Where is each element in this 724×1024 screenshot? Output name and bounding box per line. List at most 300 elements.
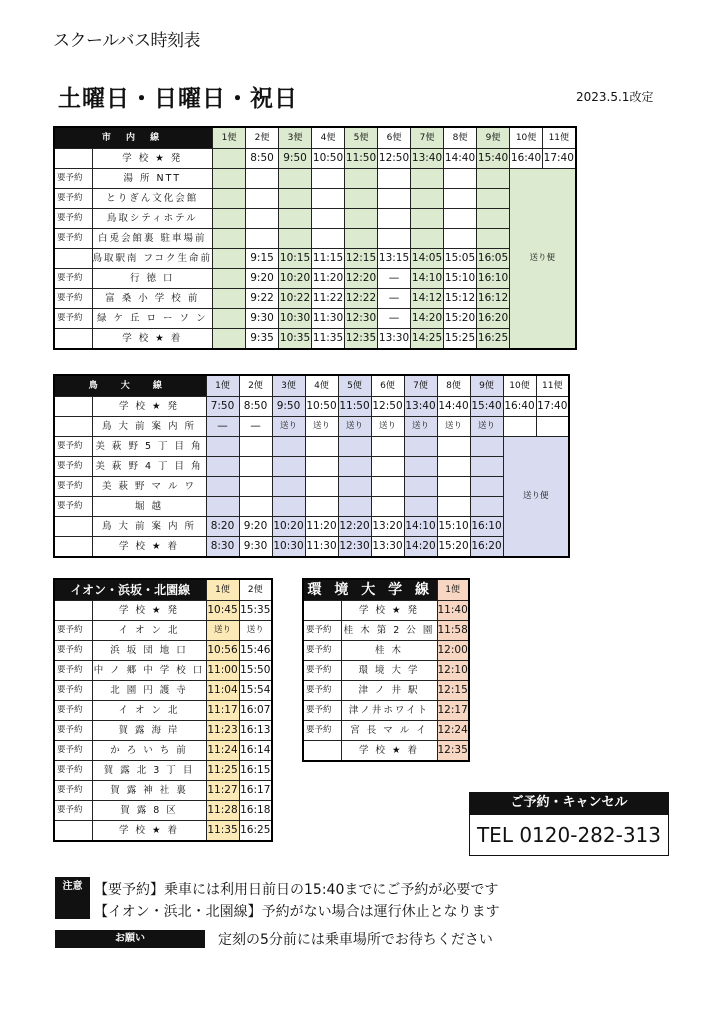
departure-time — [272, 497, 305, 517]
departure-time: 8:20 — [206, 517, 239, 537]
departure-time — [213, 329, 246, 350]
stop-name: 浜 坂 団 地 口 — [92, 641, 206, 661]
departure-time — [437, 497, 470, 517]
departure-time — [206, 457, 239, 477]
departure-time: 11:22 — [312, 289, 345, 309]
reservation-required — [54, 417, 92, 437]
reservation-required: 要予約 — [54, 437, 92, 457]
departure-time: 11:20 — [305, 517, 338, 537]
departure-time: 12:24 — [437, 721, 469, 741]
departure-time: 16:10 — [477, 269, 510, 289]
departure-time: 16:25 — [477, 329, 510, 350]
departure-time: 送り — [206, 621, 239, 641]
stop-name: イ オ ン 北 — [92, 701, 206, 721]
stop-row — [54, 801, 272, 821]
departure-time: 15:05 — [444, 249, 477, 269]
stop-name: 学 校 ★ 着 — [92, 329, 213, 350]
departure-time — [345, 229, 378, 249]
departure-time: 13:20 — [371, 517, 404, 537]
departure-time: 12:30 — [345, 309, 378, 329]
reservation-required: 要予約 — [54, 761, 92, 781]
trip-number: 10便 — [503, 375, 536, 397]
reservation-required: 要予約 — [54, 681, 92, 701]
stop-row — [54, 269, 576, 289]
stop-row — [54, 149, 576, 169]
header-row — [54, 375, 569, 397]
departure-time — [312, 189, 345, 209]
departure-time — [444, 209, 477, 229]
departure-time: 15:50 — [239, 661, 272, 681]
trip-number: 6便 — [378, 127, 411, 149]
stop-name: 富 桑 小 学 校 前 — [92, 289, 213, 309]
departure-time — [411, 189, 444, 209]
trip-number: 2便 — [239, 579, 272, 601]
departure-time: 16:20 — [477, 309, 510, 329]
trip-number: 5便 — [338, 375, 371, 397]
stop-row — [54, 309, 576, 329]
departure-time: 14:20 — [404, 537, 437, 558]
departure-time: 16:12 — [477, 289, 510, 309]
departure-time: 8:50 — [239, 397, 272, 417]
stop-row — [54, 229, 576, 249]
departure-time: 11:58 — [437, 621, 469, 641]
departure-time: 12:35 — [437, 741, 469, 762]
departure-time: 10:45 — [206, 601, 239, 621]
departure-time: 15:20 — [444, 309, 477, 329]
reservation-required — [54, 537, 92, 558]
departure-time — [345, 209, 378, 229]
reservation-required: 要予約 — [54, 269, 92, 289]
request-tag: お願い — [55, 930, 205, 948]
departure-time: 16:07 — [239, 701, 272, 721]
departure-time: 10:20 — [279, 269, 312, 289]
departure-time: 10:15 — [279, 249, 312, 269]
stop-name: 賀 露 8 区 — [92, 801, 206, 821]
stop-row — [54, 169, 576, 189]
stop-row — [303, 661, 469, 681]
departure-time: 15:10 — [437, 517, 470, 537]
reservation-required — [54, 149, 92, 169]
departure-time: 8:30 — [206, 537, 239, 558]
departure-time: 15:25 — [444, 329, 477, 350]
departure-time: 16:17 — [239, 781, 272, 801]
departure-time: 11:30 — [312, 309, 345, 329]
departure-time: 11:24 — [206, 741, 239, 761]
reservation-required — [54, 601, 92, 621]
reservation-phone: TEL 0120-282-313 — [469, 814, 669, 856]
departure-time — [206, 477, 239, 497]
departure-time: 10:56 — [206, 641, 239, 661]
departure-time: 11:20 — [312, 269, 345, 289]
reservation-required: 要予約 — [303, 701, 341, 721]
return-trip-note: 送り便 — [503, 437, 569, 558]
stop-row — [303, 701, 469, 721]
stop-name: 桂 木 第 2 公 園 — [341, 621, 437, 641]
departure-time — [246, 229, 279, 249]
stop-name: 宮 長 マ ル イ — [341, 721, 437, 741]
aeon-line-timetable — [53, 578, 273, 842]
departure-time: 11:40 — [437, 601, 469, 621]
reservation-required — [54, 249, 92, 269]
departure-time — [345, 169, 378, 189]
departure-time: 9:30 — [239, 537, 272, 558]
todai-line-timetable — [53, 374, 570, 558]
stop-row — [303, 621, 469, 641]
departure-time: 13:40 — [404, 397, 437, 417]
stop-row — [54, 661, 272, 681]
caution-line-2: 【イオン・浜北・北園線】予約がない場合は運行休止となります — [94, 904, 500, 920]
departure-time: 送り — [272, 417, 305, 437]
trip-number: 7便 — [411, 127, 444, 149]
stop-row — [54, 821, 272, 842]
departure-time: 13:30 — [378, 329, 411, 350]
reservation-required: 要予約 — [54, 189, 92, 209]
departure-time: 8:50 — [246, 149, 279, 169]
stop-name: 賀 露 海 岸 — [92, 721, 206, 741]
departure-time — [503, 417, 536, 437]
departure-time — [272, 437, 305, 457]
departure-time: 12:15 — [437, 681, 469, 701]
departure-time: 15:54 — [239, 681, 272, 701]
departure-time — [477, 169, 510, 189]
trip-number: 8便 — [444, 127, 477, 149]
stop-row — [54, 457, 569, 477]
departure-time — [279, 169, 312, 189]
departure-time: 12:20 — [338, 517, 371, 537]
departure-time — [239, 477, 272, 497]
departure-time — [239, 437, 272, 457]
departure-time: 16:18 — [239, 801, 272, 821]
departure-time: 17:40 — [543, 149, 576, 169]
departure-time — [213, 189, 246, 209]
stop-name: 賀 露 北 3 丁 目 — [92, 761, 206, 781]
stop-row — [54, 329, 576, 350]
departure-time — [444, 189, 477, 209]
reservation-required — [54, 821, 92, 842]
departure-time: 10:35 — [279, 329, 312, 350]
stop-name: 学 校 ★ 発 — [341, 601, 437, 621]
trip-number: 11便 — [543, 127, 576, 149]
reservation-required: 要予約 — [54, 457, 92, 477]
departure-time: 16:15 — [239, 761, 272, 781]
trip-number: 3便 — [272, 375, 305, 397]
departure-time — [378, 169, 411, 189]
departure-time — [378, 209, 411, 229]
departure-time: 9:30 — [246, 309, 279, 329]
reservation-required: 要予約 — [54, 209, 92, 229]
stop-row — [303, 641, 469, 661]
stop-row — [54, 249, 576, 269]
departure-time — [444, 169, 477, 189]
departure-time — [338, 437, 371, 457]
departure-time: 16:40 — [503, 397, 536, 417]
departure-time: 13:15 — [378, 249, 411, 269]
stop-name: 行 徳 口 — [92, 269, 213, 289]
departure-time: 9:20 — [246, 269, 279, 289]
reservation-required: 要予約 — [54, 229, 92, 249]
stop-name: 津 ノ 井 駅 — [341, 681, 437, 701]
departure-time: 送り — [470, 417, 503, 437]
departure-time — [470, 437, 503, 457]
header-row — [54, 127, 576, 149]
departure-time: 15:40 — [470, 397, 503, 417]
reservation-required — [303, 741, 341, 762]
stop-name: 堀 越 — [92, 497, 206, 517]
departure-time — [272, 457, 305, 477]
stop-name: 鳥 大 前 案 内 所 — [92, 417, 206, 437]
departure-time — [371, 497, 404, 517]
stop-row — [54, 781, 272, 801]
departure-time — [437, 457, 470, 477]
kankyo-line-timetable — [302, 578, 470, 762]
stop-row — [54, 761, 272, 781]
stop-row — [303, 681, 469, 701]
reservation-required: 要予約 — [54, 741, 92, 761]
departure-time — [404, 477, 437, 497]
departure-time: 13:40 — [411, 149, 444, 169]
departure-time: 15:35 — [239, 601, 272, 621]
departure-time: 16:25 — [239, 821, 272, 842]
departure-time: 16:10 — [470, 517, 503, 537]
departure-time: 12:20 — [345, 269, 378, 289]
departure-time — [312, 229, 345, 249]
stop-name: 美 萩 野 マ ル ワ — [92, 477, 206, 497]
departure-time — [213, 169, 246, 189]
departure-time: 14:10 — [411, 269, 444, 289]
departure-time: 送り — [338, 417, 371, 437]
departure-time — [213, 149, 246, 169]
departure-time: 14:20 — [411, 309, 444, 329]
trip-number: 4便 — [305, 375, 338, 397]
departure-time — [371, 437, 404, 457]
departure-time — [305, 437, 338, 457]
departure-time — [305, 457, 338, 477]
departure-time — [470, 497, 503, 517]
stop-row — [54, 517, 569, 537]
header-row — [54, 579, 272, 601]
stop-row — [54, 701, 272, 721]
departure-time: 11:35 — [312, 329, 345, 350]
stop-name: 中 ノ 郷 中 学 校 口 — [92, 661, 206, 681]
departure-time — [444, 229, 477, 249]
shinai-line-timetable — [53, 126, 577, 350]
stop-name: イ オ ン 北 — [92, 621, 206, 641]
departure-time: 送り — [305, 417, 338, 437]
line-name: 鳥 大 線 — [54, 375, 206, 397]
departure-time — [404, 457, 437, 477]
departure-time: 16:13 — [239, 721, 272, 741]
departure-time: — — [378, 289, 411, 309]
stop-row — [54, 209, 576, 229]
departure-time: 11:28 — [206, 801, 239, 821]
stop-row — [54, 289, 576, 309]
departure-time: 9:20 — [239, 517, 272, 537]
departure-time: 11:23 — [206, 721, 239, 741]
departure-time: — — [378, 269, 411, 289]
departure-time — [246, 189, 279, 209]
stop-name: 鳥取シティホテル — [92, 209, 213, 229]
departure-time: 送り — [404, 417, 437, 437]
stop-name: 賀 露 神 社 裏 — [92, 781, 206, 801]
departure-time: 15:40 — [477, 149, 510, 169]
departure-time — [411, 209, 444, 229]
departure-time — [437, 437, 470, 457]
stop-name: 学 校 ★ 着 — [92, 537, 206, 558]
departure-time — [437, 477, 470, 497]
departure-time: 16:40 — [510, 149, 543, 169]
departure-time: 11:50 — [345, 149, 378, 169]
departure-time — [305, 477, 338, 497]
trip-number: 1便 — [437, 579, 469, 601]
reservation-required: 要予約 — [54, 289, 92, 309]
stop-row — [54, 189, 576, 209]
reservation-required: 要予約 — [54, 661, 92, 681]
departure-time — [246, 169, 279, 189]
departure-time: 12:15 — [345, 249, 378, 269]
reservation-required — [54, 329, 92, 350]
departure-time — [371, 457, 404, 477]
trip-number: 11便 — [536, 375, 569, 397]
departure-time — [279, 189, 312, 209]
departure-time: 14:40 — [437, 397, 470, 417]
stop-row — [303, 741, 469, 762]
caution-line-1: 【要予約】乗車には利用日前日の15:40までにご予約が必要です — [94, 882, 499, 898]
stop-name: 学 校 ★ 着 — [92, 821, 206, 842]
stop-row — [54, 497, 569, 517]
reservation-required: 要予約 — [303, 721, 341, 741]
stop-row — [54, 437, 569, 457]
departure-time: 15:10 — [444, 269, 477, 289]
departure-time — [470, 457, 503, 477]
departure-time: 9:50 — [272, 397, 305, 417]
trip-number: 4便 — [312, 127, 345, 149]
stop-name: 湯 所 NTT — [92, 169, 213, 189]
stop-name: 桂 木 — [341, 641, 437, 661]
departure-time — [477, 209, 510, 229]
departure-time: 14:40 — [444, 149, 477, 169]
departure-time — [404, 497, 437, 517]
stop-name: 学 校 ★ 発 — [92, 397, 206, 417]
stop-name: 緑 ケ 丘 ロ ー ソ ン — [92, 309, 213, 329]
departure-time — [411, 169, 444, 189]
stop-name: 鳥取駅南 フコク生命前 — [92, 249, 213, 269]
line-name: 市 内 線 — [54, 127, 213, 149]
departure-time: 12:17 — [437, 701, 469, 721]
stop-name: 白兎会館裏 駐車場前 — [92, 229, 213, 249]
stop-row — [54, 681, 272, 701]
reservation-required: 要予約 — [54, 641, 92, 661]
departure-time — [404, 437, 437, 457]
departure-time — [213, 309, 246, 329]
return-trip-note: 送り便 — [510, 169, 576, 350]
departure-time — [213, 249, 246, 269]
stop-name: か ろ い ち 前 — [92, 741, 206, 761]
reservation-required: 要予約 — [303, 641, 341, 661]
departure-time: 12:50 — [371, 397, 404, 417]
reservation-required: 要予約 — [303, 621, 341, 641]
departure-time — [239, 497, 272, 517]
departure-time: — — [378, 309, 411, 329]
departure-time: 16:05 — [477, 249, 510, 269]
departure-time: 15:20 — [437, 537, 470, 558]
departure-time: 9:15 — [246, 249, 279, 269]
stop-row — [54, 397, 569, 417]
reservation-required — [54, 517, 92, 537]
departure-time — [213, 229, 246, 249]
departure-time: 12:22 — [345, 289, 378, 309]
header-row — [303, 579, 469, 601]
departure-time: 10:50 — [312, 149, 345, 169]
stop-name: 学 校 ★ 発 — [92, 149, 213, 169]
revision-date: 2023.5.1改定 — [576, 90, 654, 104]
departure-time: — — [206, 417, 239, 437]
departure-time: 10:30 — [279, 309, 312, 329]
departure-time: 11:15 — [312, 249, 345, 269]
stop-row — [54, 621, 272, 641]
departure-time: 11:04 — [206, 681, 239, 701]
departure-time — [305, 497, 338, 517]
stop-row — [54, 601, 272, 621]
departure-time: 12:50 — [378, 149, 411, 169]
departure-time: 16:14 — [239, 741, 272, 761]
reservation-required: 要予約 — [54, 781, 92, 801]
departure-time: 11:50 — [338, 397, 371, 417]
departure-time — [246, 209, 279, 229]
departure-time: 17:40 — [536, 397, 569, 417]
departure-time — [312, 169, 345, 189]
stop-name: 学 校 ★ 発 — [92, 601, 206, 621]
stop-name: とりぎん文化会館 — [92, 189, 213, 209]
departure-time: 送り — [437, 417, 470, 437]
trip-number: 9便 — [477, 127, 510, 149]
stop-row — [54, 641, 272, 661]
departure-time: 11:17 — [206, 701, 239, 721]
departure-time — [213, 269, 246, 289]
trip-number: 7便 — [404, 375, 437, 397]
departure-time: 14:10 — [404, 517, 437, 537]
departure-time — [338, 497, 371, 517]
departure-time: 14:12 — [411, 289, 444, 309]
departure-time — [279, 229, 312, 249]
departure-time — [338, 477, 371, 497]
trip-number: 1便 — [206, 375, 239, 397]
departure-time — [239, 457, 272, 477]
departure-time — [470, 477, 503, 497]
trip-number: 5便 — [345, 127, 378, 149]
reservation-required: 要予約 — [54, 721, 92, 741]
reservation-required: 要予約 — [54, 801, 92, 821]
trip-number: 1便 — [206, 579, 239, 601]
trip-number: 2便 — [239, 375, 272, 397]
day-title: 土曜日・日曜日・祝日 — [58, 86, 298, 112]
departure-time: 15:46 — [239, 641, 272, 661]
reservation-required: 要予約 — [54, 701, 92, 721]
stop-row — [54, 537, 569, 558]
reservation-required — [54, 397, 92, 417]
departure-time: 10:50 — [305, 397, 338, 417]
departure-time: — — [239, 417, 272, 437]
departure-time — [477, 229, 510, 249]
departure-time: 送り — [371, 417, 404, 437]
departure-time — [213, 289, 246, 309]
departure-time — [213, 209, 246, 229]
reservation-required: 要予約 — [303, 681, 341, 701]
departure-time — [477, 189, 510, 209]
departure-time: 11:00 — [206, 661, 239, 681]
stop-name: 津ノ井ホワイト — [341, 701, 437, 721]
departure-time: 10:30 — [272, 537, 305, 558]
trip-number: 8便 — [437, 375, 470, 397]
